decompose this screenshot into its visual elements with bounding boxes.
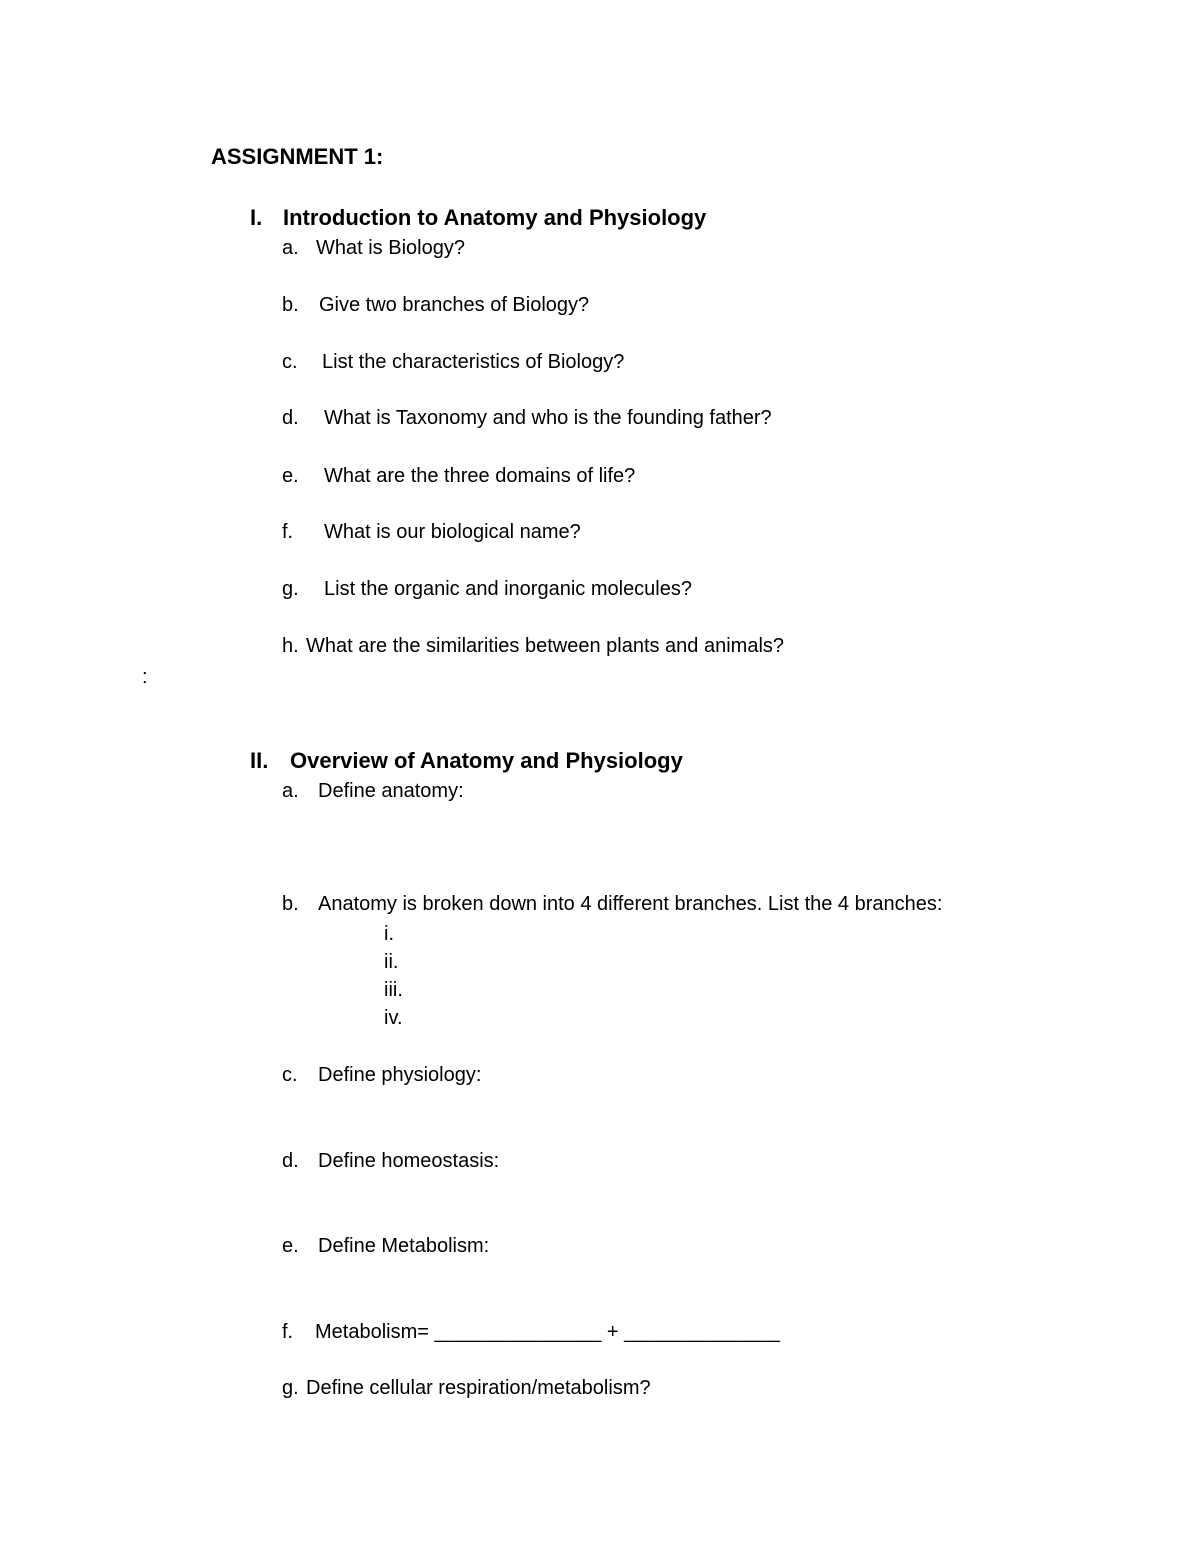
metabolism-equation: Metabolism= _______________ + ______________ [315, 1321, 780, 1343]
item-marker: f. [282, 1321, 294, 1343]
question-text: What is Taxonomy and who is the founding father? [324, 407, 772, 429]
item-marker: e. [282, 1235, 299, 1257]
section-1-heading: Introduction to Anatomy and Physiology [283, 205, 707, 230]
item-marker: d. [282, 407, 299, 429]
question-text: What is our biological name? [324, 521, 581, 543]
question-text: Define anatomy: [318, 780, 464, 802]
question-text: What is Biology? [316, 237, 465, 259]
section-1-numeral: I. [250, 205, 263, 230]
question-text: Define Metabolism: [318, 1235, 490, 1257]
item-marker: h. [282, 635, 299, 657]
question-text: List the organic and inorganic molecules? [324, 578, 692, 600]
question-text: Define cellular respiration/metabolism? [306, 1377, 651, 1399]
item-marker: g. [282, 1377, 299, 1399]
question-text: Define physiology: [318, 1064, 482, 1086]
roman-subitem: iii. [384, 979, 403, 1001]
section-2-numeral: II. [250, 748, 269, 773]
item-marker: g. [282, 578, 299, 600]
item-marker: b. [282, 294, 299, 316]
question-text: Define homeostasis: [318, 1150, 500, 1172]
item-marker: c. [282, 1064, 298, 1086]
item-marker: c. [282, 351, 298, 373]
question-text: Give two branches of Biology? [319, 294, 590, 316]
item-marker: b. [282, 893, 299, 915]
roman-subitem: i. [384, 923, 394, 945]
item-marker: d. [282, 1150, 299, 1172]
section-2-heading: Overview of Anatomy and Physiology [290, 748, 683, 773]
item-marker: f. [282, 521, 294, 543]
question-text: What are the three domains of life? [324, 465, 636, 487]
roman-subitem: ii. [384, 951, 399, 973]
question-text: Anatomy is broken down into 4 different branches. List the 4 branches: [318, 893, 943, 915]
assignment-title: ASSIGNMENT 1: [211, 144, 384, 169]
item-marker: a. [282, 780, 299, 802]
question-text: What are the similarities between plants and animals? [306, 635, 785, 657]
stray-colon: : [142, 666, 148, 688]
item-marker: a. [282, 237, 299, 259]
roman-subitem: iv. [384, 1007, 403, 1029]
question-text: List the characteristics of Biology? [322, 351, 625, 373]
item-marker: e. [282, 465, 299, 487]
